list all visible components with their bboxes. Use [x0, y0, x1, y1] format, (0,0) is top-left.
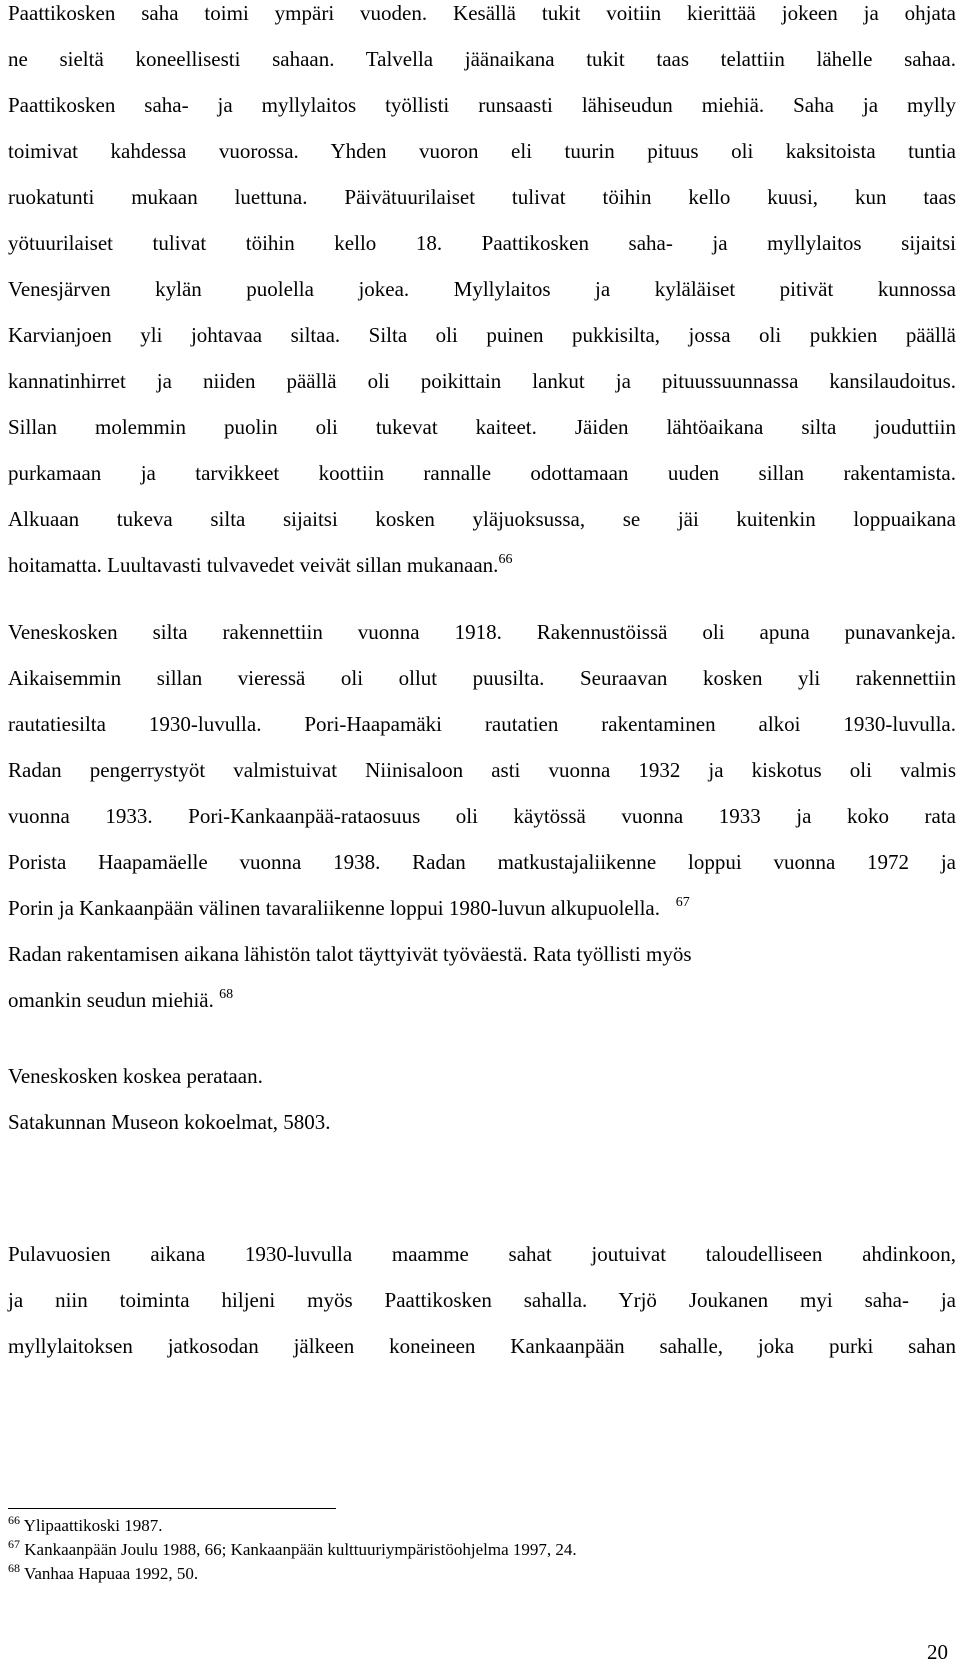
- text-line: Karvianjoen yli johtavaa siltaa. Silta oli puinen pukkisilta, jossa oli pukkien päällä: [8, 323, 956, 347]
- text-line: myllylaitoksen jatkosodan jälkeen koneineen Kankaanpään sahalle, joka purki sahan: [8, 1334, 956, 1358]
- text-line: yötuurilaiset tulivat töihin kello 18. Paattikosken saha- ja myllylaitos sijaitsi: [8, 231, 956, 255]
- text-line: Porista Haapamäelle vuonna 1938. Radan matkustajaliikenne loppui vuonna 1972 ja: [8, 850, 956, 874]
- paragraph-1: [8, 0, 956, 588]
- text-line: Pulavuosien aikana 1930-luvulla maamme sahat joutuivat taloudelliseen ahdinkoon,: [8, 1242, 956, 1266]
- text-line: [8, 977, 956, 1023]
- photo-caption: [8, 1053, 331, 1145]
- text-line: rautatiesilta 1930-luvulla. Pori-Haapamäki rautatien rakentaminen alkoi 1930-luvulla.: [8, 712, 956, 736]
- text-line: Venesjärven kylän puolella jokea. Myllylaitos ja kyläläiset pitivät kunnossa: [8, 277, 956, 301]
- text-line: Radan pengerrystyöt valmistuivat Niinisaloon asti vuonna 1932 ja kiskotus oli valmis: [8, 758, 956, 782]
- text-line: Sillan molemmin puolin oli tukevat kaiteet. Jäiden lähtöaikana silta jouduttiin: [8, 415, 956, 439]
- footnote-68: [8, 1562, 577, 1586]
- text-line: Paattikosken saha- ja myllylaitos työllisti runsaasti lähiseudun miehiä. Saha ja mylly: [8, 93, 956, 117]
- text-line: Aikaisemmin sillan vieressä oli ollut puusilta. Seuraavan kosken yli rakennettiin: [8, 666, 956, 690]
- footnote-number: 68: [8, 1561, 20, 1575]
- footnote-67: [8, 1538, 577, 1562]
- text-line: ja niin toiminta hiljeni myös Paattikosken sahalla. Yrjö Joukanen myi saha- ja: [8, 1288, 956, 1312]
- caption-title: Veneskosken koskea perataan.: [8, 1064, 263, 1088]
- footnote-text: Ylipaattikoski 1987.: [23, 1516, 163, 1535]
- footnote-number: 67: [8, 1537, 20, 1551]
- text-line-content: omankin seudun miehiä.: [8, 988, 214, 1012]
- text-line: kannatinhirret ja niiden päällä oli poikittain lankut ja pituussuunnassa kansilaudoitus.: [8, 369, 956, 393]
- footnote-text: Kankaanpään Joulu 1988, 66; Kankaanpään kulttuuriympäristöohjelma 1997, 24.: [24, 1540, 577, 1559]
- footnote-ref-68[interactable]: 68: [219, 987, 234, 1002]
- text-line: ruokatunti mukaan luettuna. Päivätuurilaiset tulivat töihin kello kuusi, kun taas: [8, 185, 956, 209]
- footnote-66: [8, 1514, 577, 1538]
- text-line: Paattikosken saha toimi ympäri vuoden. Kesällä tukit voitiin kierittää jokeen ja ohjata: [8, 1, 956, 25]
- caption-source: Satakunnan Museon kokoelmat, 5803.: [8, 1110, 331, 1134]
- text-line-content: Porin ja Kankaanpään välinen tavaraliikenne loppui 1980-luvun alkupuolella.: [8, 896, 660, 920]
- paragraph-3: [8, 1231, 956, 1369]
- footnote-divider: [8, 1508, 336, 1509]
- footnote-ref-66[interactable]: 66: [498, 552, 513, 567]
- text-line: [8, 542, 956, 588]
- footnotes: [8, 1514, 577, 1586]
- text-line-content: hoitamatta. Luultavasti tulvavedet veivät sillan mukanaan.: [8, 553, 499, 577]
- text-line: ne sieltä koneellisesti sahaan. Talvella jäänaikana tukit taas telattiin lähelle sahaa.: [8, 47, 956, 71]
- text-line: vuonna 1933. Pori-Kankaanpää-rataosuus oli käytössä vuonna 1933 ja koko rata: [8, 804, 956, 828]
- text-line: Veneskosken silta rakennettiin vuonna 1918. Rakennustöissä oli apuna punavankeja.: [8, 620, 956, 644]
- footnote-ref-67[interactable]: 67: [675, 895, 690, 910]
- text-line: purkamaan ja tarvikkeet koottiin rannalle odottamaan uuden sillan rakentamista.: [8, 461, 956, 485]
- page-number: 20: [927, 1640, 948, 1664]
- paragraph-2: [8, 609, 956, 1023]
- footnote-number: 66: [8, 1513, 20, 1527]
- text-line: Alkuaan tukeva silta sijaitsi kosken yläjuoksussa, se jäi kuitenkin loppuaikana: [8, 507, 956, 531]
- text-line: Radan rakentamisen aikana lähistön talot täyttyivät työväestä. Rata työllisti myös: [8, 942, 692, 966]
- text-line: toimivat kahdessa vuorossa. Yhden vuoron eli tuurin pituus oli kaksitoista tuntia: [8, 139, 956, 163]
- footnote-text: Vanhaa Hapuaa 1992, 50.: [23, 1564, 199, 1583]
- text-line: [8, 885, 956, 931]
